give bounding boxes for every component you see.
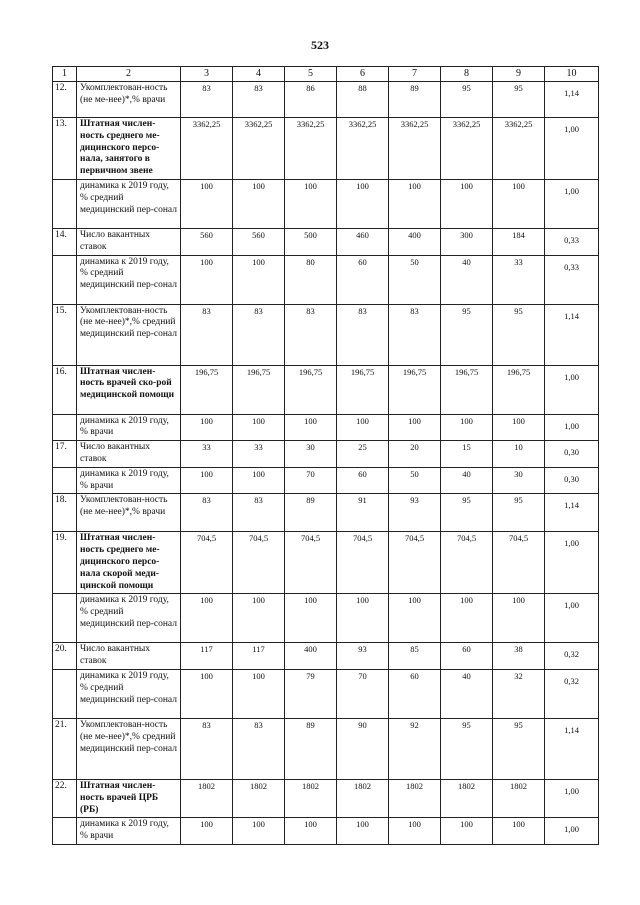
value-cell: 100 bbox=[441, 179, 493, 228]
value-cell: 300 bbox=[441, 228, 493, 255]
indicator-label-cell: Штатная числен-ность врачей ЦРБ (РБ) bbox=[77, 779, 181, 817]
table-row bbox=[53, 414, 599, 441]
value-cell: 117 bbox=[181, 643, 233, 670]
value-cell: 80 bbox=[285, 255, 337, 304]
value-cell: 93 bbox=[389, 494, 441, 532]
indicator-label-cell: Штатная числен-ность среднего ме-дицинского персо-нала, занятого в первичном звене bbox=[77, 118, 181, 180]
row-number-cell: 18. bbox=[53, 494, 77, 532]
value-cell: 86 bbox=[285, 82, 337, 118]
value-cell: 100 bbox=[389, 179, 441, 228]
table-row bbox=[53, 467, 599, 494]
value-cell: 3362,25 bbox=[441, 118, 493, 180]
value-cell: 100 bbox=[181, 669, 233, 718]
value-cell: 460 bbox=[337, 228, 389, 255]
indicator-label-cell: динамика к 2019 году, % средний медицинский пер-сонал bbox=[77, 669, 181, 718]
value-cell: 85 bbox=[389, 643, 441, 670]
value-cell: 88 bbox=[337, 82, 389, 118]
row-number-cell bbox=[53, 414, 77, 441]
value-cell: 60 bbox=[337, 255, 389, 304]
indicator-label-cell: динамика к 2019 году, % врачи bbox=[77, 414, 181, 441]
indicator-label-cell: Укомплектован-ность (не ме-нее)*,% средний медицинский пер-сонал bbox=[77, 304, 181, 365]
header-cell: 2 bbox=[77, 67, 181, 82]
indicator-label-cell: динамика к 2019 году, % средний медицинский пер-сонал bbox=[77, 255, 181, 304]
value-cell: 3362,25 bbox=[233, 118, 285, 180]
value-cell: 100 bbox=[181, 179, 233, 228]
value-cell: 100 bbox=[493, 594, 545, 643]
value-cell: 83 bbox=[233, 304, 285, 365]
value-cell: 100 bbox=[181, 594, 233, 643]
row-number-cell: 20. bbox=[53, 643, 77, 670]
staffing-table bbox=[52, 66, 599, 845]
value-cell: 704,5 bbox=[337, 532, 389, 594]
value-cell: 83 bbox=[389, 304, 441, 365]
value-cell: 100 bbox=[233, 414, 285, 441]
header-row bbox=[53, 67, 599, 82]
ratio-cell: 1,14 bbox=[545, 82, 599, 118]
row-number-cell bbox=[53, 818, 77, 845]
value-cell: 83 bbox=[181, 82, 233, 118]
ratio-cell: 1,14 bbox=[545, 718, 599, 779]
value-cell: 70 bbox=[285, 467, 337, 494]
indicator-label-cell: Число вакантных ставок bbox=[77, 441, 181, 468]
table-row bbox=[53, 228, 599, 255]
value-cell: 15 bbox=[441, 441, 493, 468]
value-cell: 83 bbox=[233, 494, 285, 532]
value-cell: 1802 bbox=[389, 779, 441, 817]
value-cell: 100 bbox=[441, 594, 493, 643]
ratio-cell: 1,00 bbox=[545, 594, 599, 643]
value-cell: 704,5 bbox=[233, 532, 285, 594]
value-cell: 100 bbox=[441, 414, 493, 441]
value-cell: 1802 bbox=[441, 779, 493, 817]
value-cell: 33 bbox=[181, 441, 233, 468]
value-cell: 117 bbox=[233, 643, 285, 670]
row-number-cell: 15. bbox=[53, 304, 77, 365]
header-cell: 10 bbox=[545, 67, 599, 82]
value-cell: 1802 bbox=[181, 779, 233, 817]
value-cell: 50 bbox=[389, 467, 441, 494]
value-cell: 60 bbox=[441, 643, 493, 670]
value-cell: 400 bbox=[285, 643, 337, 670]
value-cell: 3362,25 bbox=[337, 118, 389, 180]
value-cell: 100 bbox=[181, 467, 233, 494]
value-cell: 95 bbox=[493, 304, 545, 365]
value-cell: 95 bbox=[441, 494, 493, 532]
value-cell: 95 bbox=[441, 718, 493, 779]
header-cell: 8 bbox=[441, 67, 493, 82]
value-cell: 95 bbox=[493, 82, 545, 118]
value-cell: 704,5 bbox=[441, 532, 493, 594]
value-cell: 196,75 bbox=[389, 365, 441, 414]
value-cell: 60 bbox=[337, 467, 389, 494]
value-cell: 100 bbox=[337, 179, 389, 228]
value-cell: 100 bbox=[233, 255, 285, 304]
value-cell: 100 bbox=[181, 255, 233, 304]
value-cell: 400 bbox=[389, 228, 441, 255]
value-cell: 25 bbox=[337, 441, 389, 468]
header-cell: 9 bbox=[493, 67, 545, 82]
row-number-cell bbox=[53, 594, 77, 643]
table-row bbox=[53, 118, 599, 180]
value-cell: 95 bbox=[493, 718, 545, 779]
row-number-cell: 21. bbox=[53, 718, 77, 779]
row-number-cell: 16. bbox=[53, 365, 77, 414]
value-cell: 704,5 bbox=[285, 532, 337, 594]
value-cell: 100 bbox=[337, 594, 389, 643]
ratio-cell: 1,00 bbox=[545, 779, 599, 817]
value-cell: 100 bbox=[337, 818, 389, 845]
value-cell: 100 bbox=[181, 818, 233, 845]
value-cell: 196,75 bbox=[337, 365, 389, 414]
value-cell: 100 bbox=[233, 179, 285, 228]
value-cell: 95 bbox=[493, 494, 545, 532]
value-cell: 83 bbox=[233, 82, 285, 118]
value-cell: 33 bbox=[233, 441, 285, 468]
header-cell: 4 bbox=[233, 67, 285, 82]
value-cell: 196,75 bbox=[285, 365, 337, 414]
value-cell: 83 bbox=[181, 494, 233, 532]
value-cell: 3362,25 bbox=[181, 118, 233, 180]
value-cell: 100 bbox=[493, 414, 545, 441]
value-cell: 196,75 bbox=[493, 365, 545, 414]
value-cell: 100 bbox=[285, 414, 337, 441]
ratio-cell: 1,00 bbox=[545, 532, 599, 594]
value-cell: 100 bbox=[389, 818, 441, 845]
value-cell: 3362,25 bbox=[389, 118, 441, 180]
ratio-cell: 1,00 bbox=[545, 179, 599, 228]
value-cell: 100 bbox=[337, 414, 389, 441]
value-cell: 20 bbox=[389, 441, 441, 468]
header-cell: 5 bbox=[285, 67, 337, 82]
header-cell: 6 bbox=[337, 67, 389, 82]
row-number-cell: 14. bbox=[53, 228, 77, 255]
value-cell: 32 bbox=[493, 669, 545, 718]
table-row bbox=[53, 594, 599, 643]
ratio-cell: 1,00 bbox=[545, 818, 599, 845]
value-cell: 83 bbox=[181, 304, 233, 365]
value-cell: 83 bbox=[337, 304, 389, 365]
ratio-cell: 0,30 bbox=[545, 441, 599, 468]
ratio-cell: 1,00 bbox=[545, 414, 599, 441]
row-number-cell: 17. bbox=[53, 441, 77, 468]
ratio-cell: 0,32 bbox=[545, 669, 599, 718]
table-row bbox=[53, 304, 599, 365]
value-cell: 89 bbox=[285, 718, 337, 779]
row-number-cell: 22. bbox=[53, 779, 77, 817]
row-number-cell bbox=[53, 669, 77, 718]
value-cell: 704,5 bbox=[181, 532, 233, 594]
table-row bbox=[53, 718, 599, 779]
indicator-label-cell: Укомплектован-ность (не ме-нее)*,% врачи bbox=[77, 494, 181, 532]
row-number-cell bbox=[53, 467, 77, 494]
value-cell: 1802 bbox=[233, 779, 285, 817]
ratio-cell: 0,33 bbox=[545, 255, 599, 304]
value-cell: 184 bbox=[493, 228, 545, 255]
value-cell: 704,5 bbox=[493, 532, 545, 594]
value-cell: 38 bbox=[493, 643, 545, 670]
indicator-label-cell: Укомплектован-ность (не ме-нее)*,% врачи bbox=[77, 82, 181, 118]
value-cell: 704,5 bbox=[389, 532, 441, 594]
ratio-cell: 1,14 bbox=[545, 494, 599, 532]
value-cell: 89 bbox=[389, 82, 441, 118]
header-cell: 3 bbox=[181, 67, 233, 82]
indicator-label-cell: Штатная числен-ность среднего ме-дицинского персо-нала скорой меди-цинской помощи bbox=[77, 532, 181, 594]
value-cell: 30 bbox=[285, 441, 337, 468]
value-cell: 40 bbox=[441, 669, 493, 718]
row-number-cell: 12. bbox=[53, 82, 77, 118]
ratio-cell: 1,00 bbox=[545, 118, 599, 180]
value-cell: 196,75 bbox=[233, 365, 285, 414]
table-body bbox=[53, 82, 599, 845]
table-row bbox=[53, 179, 599, 228]
value-cell: 1802 bbox=[493, 779, 545, 817]
value-cell: 89 bbox=[285, 494, 337, 532]
value-cell: 33 bbox=[493, 255, 545, 304]
row-number-cell bbox=[53, 179, 77, 228]
value-cell: 100 bbox=[285, 179, 337, 228]
value-cell: 90 bbox=[337, 718, 389, 779]
value-cell: 100 bbox=[285, 594, 337, 643]
indicator-label-cell: динамика к 2019 году, % врачи bbox=[77, 818, 181, 845]
value-cell: 100 bbox=[233, 818, 285, 845]
value-cell: 83 bbox=[181, 718, 233, 779]
indicator-label-cell: динамика к 2019 году, % врачи bbox=[77, 467, 181, 494]
value-cell: 40 bbox=[441, 467, 493, 494]
table-row bbox=[53, 779, 599, 817]
value-cell: 1802 bbox=[337, 779, 389, 817]
value-cell: 100 bbox=[233, 669, 285, 718]
value-cell: 100 bbox=[441, 818, 493, 845]
value-cell: 560 bbox=[233, 228, 285, 255]
value-cell: 79 bbox=[285, 669, 337, 718]
row-number-cell: 19. bbox=[53, 532, 77, 594]
value-cell: 100 bbox=[493, 179, 545, 228]
value-cell: 83 bbox=[233, 718, 285, 779]
value-cell: 60 bbox=[389, 669, 441, 718]
ratio-cell: 0,32 bbox=[545, 643, 599, 670]
table-row bbox=[53, 441, 599, 468]
table-row bbox=[53, 255, 599, 304]
value-cell: 500 bbox=[285, 228, 337, 255]
value-cell: 95 bbox=[441, 82, 493, 118]
value-cell: 91 bbox=[337, 494, 389, 532]
indicator-label-cell: Штатная числен-ность врачей ско-рой медицинской помощи bbox=[77, 365, 181, 414]
header-cell: 7 bbox=[389, 67, 441, 82]
indicator-label-cell: динамика к 2019 году, % средний медицинский пер-сонал bbox=[77, 594, 181, 643]
table-row bbox=[53, 82, 599, 118]
indicator-label-cell: Число вакантных ставок bbox=[77, 643, 181, 670]
indicator-label-cell: Число вакантных ставок bbox=[77, 228, 181, 255]
value-cell: 100 bbox=[285, 818, 337, 845]
value-cell: 95 bbox=[441, 304, 493, 365]
value-cell: 560 bbox=[181, 228, 233, 255]
page-number: 523 bbox=[311, 38, 329, 52]
table-row bbox=[53, 818, 599, 845]
value-cell: 3362,25 bbox=[493, 118, 545, 180]
value-cell: 196,75 bbox=[181, 365, 233, 414]
value-cell: 3362,25 bbox=[285, 118, 337, 180]
indicator-label-cell: динамика к 2019 году, % средний медицинский пер-сонал bbox=[77, 179, 181, 228]
indicator-label-cell: Укомплектован-ность (не ме-нее)*,% средний медицинский пер-сонал bbox=[77, 718, 181, 779]
table-row bbox=[53, 643, 599, 670]
value-cell: 100 bbox=[389, 414, 441, 441]
ratio-cell: 1,14 bbox=[545, 304, 599, 365]
value-cell: 100 bbox=[233, 467, 285, 494]
value-cell: 10 bbox=[493, 441, 545, 468]
value-cell: 100 bbox=[233, 594, 285, 643]
value-cell: 100 bbox=[493, 818, 545, 845]
value-cell: 50 bbox=[389, 255, 441, 304]
value-cell: 70 bbox=[337, 669, 389, 718]
value-cell: 92 bbox=[389, 718, 441, 779]
value-cell: 83 bbox=[285, 304, 337, 365]
value-cell: 196,75 bbox=[441, 365, 493, 414]
row-number-cell: 13. bbox=[53, 118, 77, 180]
header-cell: 1 bbox=[53, 67, 77, 82]
row-number-cell bbox=[53, 255, 77, 304]
table-row bbox=[53, 494, 599, 532]
value-cell: 100 bbox=[181, 414, 233, 441]
table-row bbox=[53, 365, 599, 414]
value-cell: 40 bbox=[441, 255, 493, 304]
ratio-cell: 1,00 bbox=[545, 365, 599, 414]
value-cell: 1802 bbox=[285, 779, 337, 817]
value-cell: 93 bbox=[337, 643, 389, 670]
ratio-cell: 0,33 bbox=[545, 228, 599, 255]
ratio-cell: 0,30 bbox=[545, 467, 599, 494]
value-cell: 100 bbox=[389, 594, 441, 643]
table-row bbox=[53, 669, 599, 718]
table-row bbox=[53, 532, 599, 594]
value-cell: 30 bbox=[493, 467, 545, 494]
